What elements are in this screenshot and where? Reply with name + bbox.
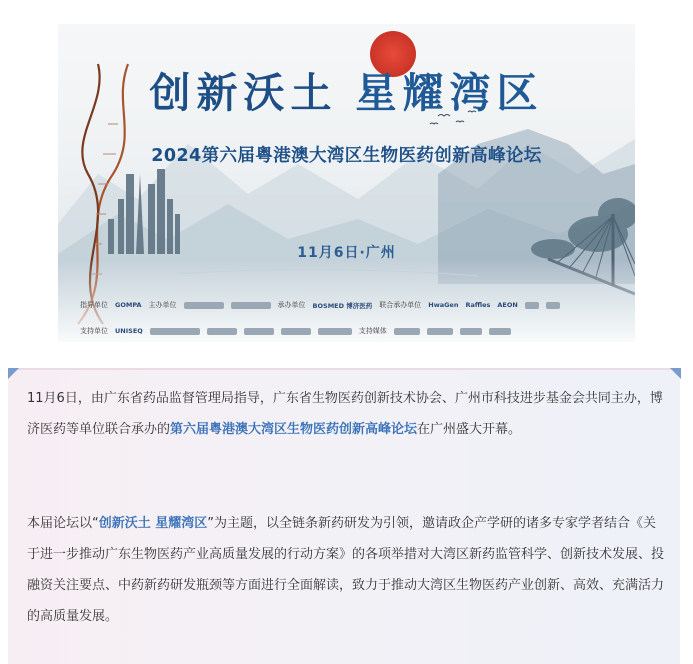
- sponsor-logo: [184, 302, 224, 309]
- banner-subtitle: 2024第六届粤港澳大湾区生物医药创新高峰论坛: [151, 146, 542, 166]
- paragraph-text: 在广州盛大开幕。: [417, 422, 522, 437]
- sponsor-logo: [546, 302, 560, 309]
- sponsor-role: 主办单位: [148, 301, 177, 309]
- sponsor-logo: [394, 328, 420, 335]
- sponsor-logo: [489, 328, 511, 335]
- sponsor-role: 联合承办单位: [379, 301, 422, 309]
- sponsor-logo: [281, 328, 311, 335]
- sponsor-logo-strip: [80, 296, 620, 340]
- sponsor-role: 支持媒体: [358, 327, 387, 335]
- sponsor-role: 支持单位: [80, 327, 108, 335]
- paragraph-text: 本届论坛以“: [27, 516, 99, 531]
- sponsor-logo: BOSMED 博济医药: [312, 301, 373, 310]
- sponsor-logo: [460, 328, 482, 335]
- sponsor-logo: [318, 328, 352, 335]
- headline-part-2: 星耀湾区: [355, 69, 544, 117]
- sponsor-logo: AEON: [497, 301, 518, 309]
- paragraph-text: ”为主题，以全链条新药研发为引领，邀请政企产学研的诸多专家学者结合《关于进一步推动广东生物医药产业高质量发展的行动方案》的各项举措对大湾区新药监管科学、创新技术发展、投融资关注要点、中药新药研发瓶颈等方面进行全面解读，致力于推动大湾区生物医药产业创新、高效、充满活力的高质量发展。: [27, 516, 665, 624]
- sponsor-role: 承办单位: [277, 301, 306, 309]
- article-paragraph-1: [27, 383, 669, 445]
- sponsor-logo-row-2: [80, 322, 620, 340]
- sponsor-logo: [427, 328, 453, 335]
- forum-name-highlight: 第六届粤港澳大湾区生物医药创新高峰论坛: [170, 422, 418, 437]
- sponsor-logo: [150, 328, 200, 335]
- sponsor-logo: UNISEQ: [115, 327, 143, 335]
- corner-decoration-left-icon: [8, 368, 19, 379]
- theme-highlight: 创新沃土 星耀湾区: [98, 516, 208, 531]
- sponsor-logo: [207, 328, 237, 335]
- sponsor-logo: [244, 328, 274, 335]
- sponsor-logo: Raffles: [465, 301, 491, 309]
- sponsor-role: 指导单位: [80, 301, 108, 309]
- sponsor-logo: HwaGen: [428, 301, 459, 309]
- sponsor-logo: [231, 302, 271, 309]
- article-paragraph-2: [27, 508, 669, 632]
- paragraph-text: 11月6日，由广东省药品监督管理局指导，广东省生物医药创新技术协会、广州市科技进步基金会共同主办，博济医药等单位联合承办的: [27, 391, 663, 437]
- sponsor-logo: [525, 302, 539, 309]
- sponsor-logo-row-1: [80, 296, 620, 314]
- headline-part-1: 创新沃土: [149, 69, 338, 117]
- banner-headline: [58, 60, 635, 119]
- corner-decoration-right-icon: [670, 368, 681, 379]
- banner-date: 11月6日·广州: [297, 245, 396, 261]
- sponsor-logo: GOMPA: [115, 301, 142, 309]
- forum-banner: [58, 24, 635, 342]
